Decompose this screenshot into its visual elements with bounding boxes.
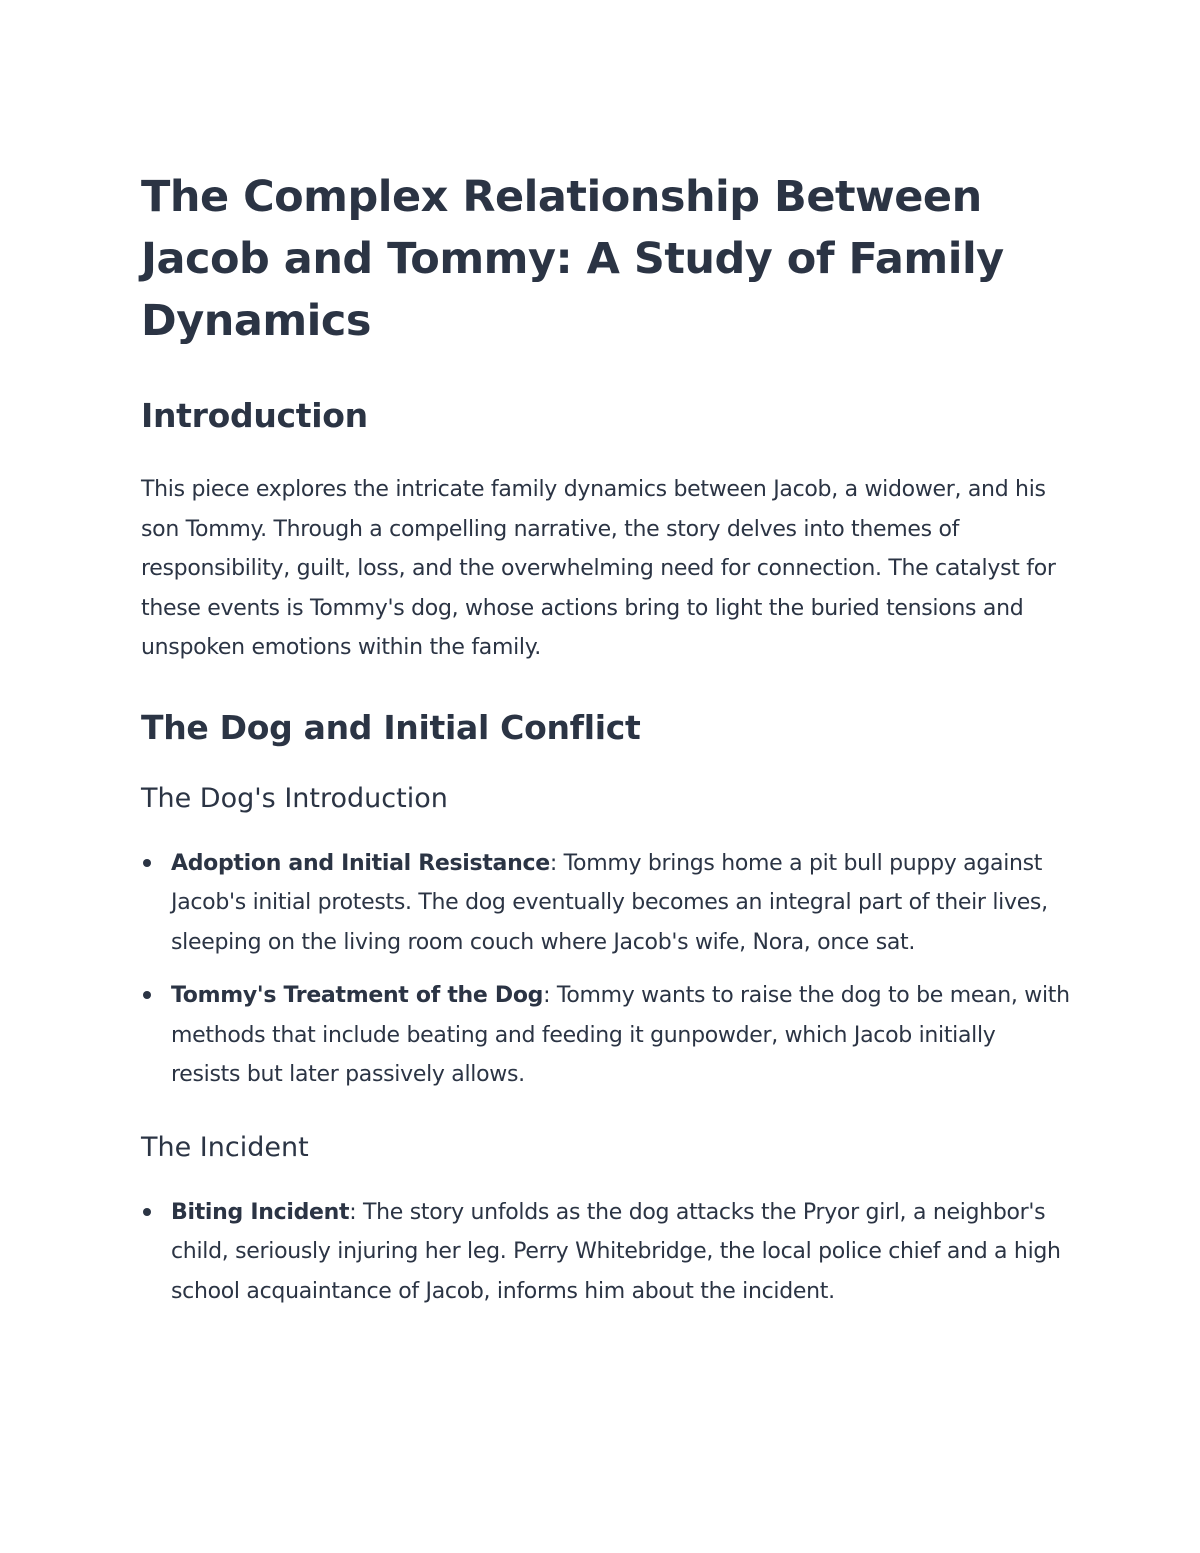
incident-subheading: The Incident [141,1131,309,1163]
bullet-icon [143,1208,151,1216]
document-title: The Complex Relationship Between Jacob and Tommy: A Study of Family Dynamics [141,172,1004,346]
list-item [141,1193,1071,1312]
dog-conflict-heading: The Dog and Initial Conflict [141,707,641,747]
list-item-term: Adoption and Initial Resistance [171,850,550,876]
introduction-heading: Introduction [141,396,368,435]
list-item-term: Tommy's Treatment of the Dog [171,983,544,1008]
list-item-text: : The story unfolds as the dog attacks the Pryor girl, a neighbor's child, seriously injuring her leg. Perry Whitebridge, the local police chief and a high school acquaintance of Jacob, informs him about the incident. [171,1199,1061,1304]
list-item [141,976,1071,1095]
dogs-introduction-list [141,844,1071,1095]
list-item [141,844,1071,963]
incident-list [141,1193,1071,1312]
document-page [141,166,1071,1311]
dogs-introduction-subheading: The Dog's Introduction [141,782,448,814]
bullet-icon [143,859,151,867]
list-item-text: : Tommy brings home a pit bull puppy against Jacob's initial protests. The dog eventually becomes an integral part of their lives, sleeping on the living room couch where Jacob's wife, Nora, once sat. [171,850,1048,955]
list-item-text: : Tommy wants to raise the dog to be mean, with methods that include beating and feeding it gunpowder, which Jacob initially resists but later passively allows. [171,983,1070,1087]
bullet-icon [143,991,151,999]
list-item-term: Biting Incident [171,1199,350,1225]
introduction-paragraph: This piece explores the intricate family dynamics between Jacob, a widower, and his son Tommy. Through a compelling narrative, the story delves into themes of responsibility, guilt, loss, and the overwhelming need for connection. The catalyst for these events is Tommy's dog, whose actions bring to light the buried tensions and unspoken emotions within the family. [141,477,1056,660]
